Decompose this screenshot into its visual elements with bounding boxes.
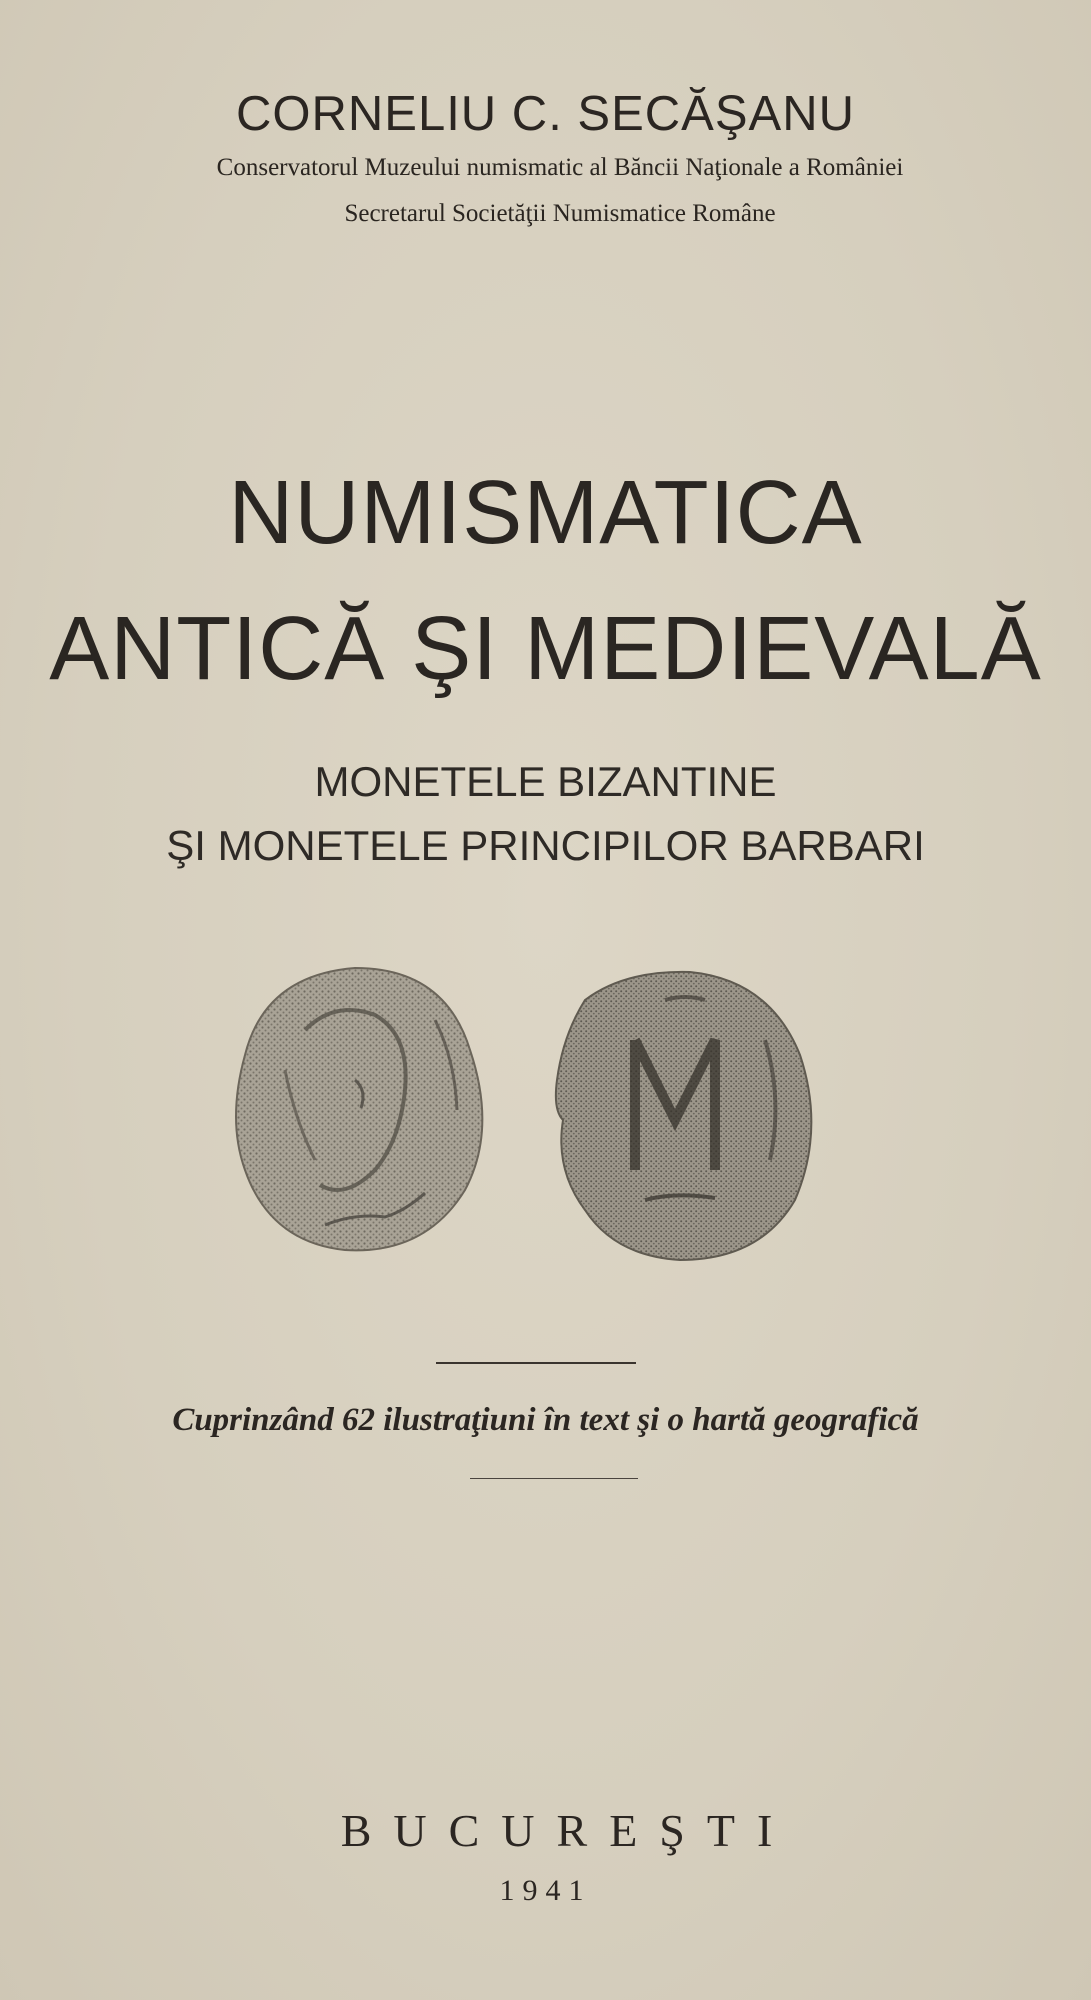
author-affiliation-2: Secretarul Societăţii Numismatice Române: [344, 200, 776, 227]
coin-obverse-image: [236, 968, 482, 1250]
book-subtitle-line-2: ŞI MONETELE PRINCIPILOR BARBARI: [166, 822, 925, 869]
illustrations-note: Cuprinzând 62 ilustraţiuni în text şi o hartă geografică: [172, 1402, 919, 1438]
coin-reverse-image: [556, 972, 812, 1260]
book-title-line-1: NUMISMATICA: [228, 463, 863, 563]
book-subtitle-line-1: MONETELE BIZANTINE: [314, 758, 777, 805]
horizontal-rule: [436, 1362, 636, 1364]
book-title-line-2: ANTICĂ ŞI MEDIEVALĂ: [49, 599, 1042, 699]
publication-year: 1941: [499, 1874, 592, 1907]
author-name: CORNELIU C. SECĂŞANU: [235, 87, 855, 141]
author-affiliation-1: Conservatorul Muzeului numismatic al Băncii Naţionale a României: [216, 154, 904, 181]
publication-city: BUCUREŞTI: [340, 1805, 795, 1856]
coin-illustration: [225, 960, 845, 1270]
horizontal-rule-short: [470, 1478, 638, 1479]
